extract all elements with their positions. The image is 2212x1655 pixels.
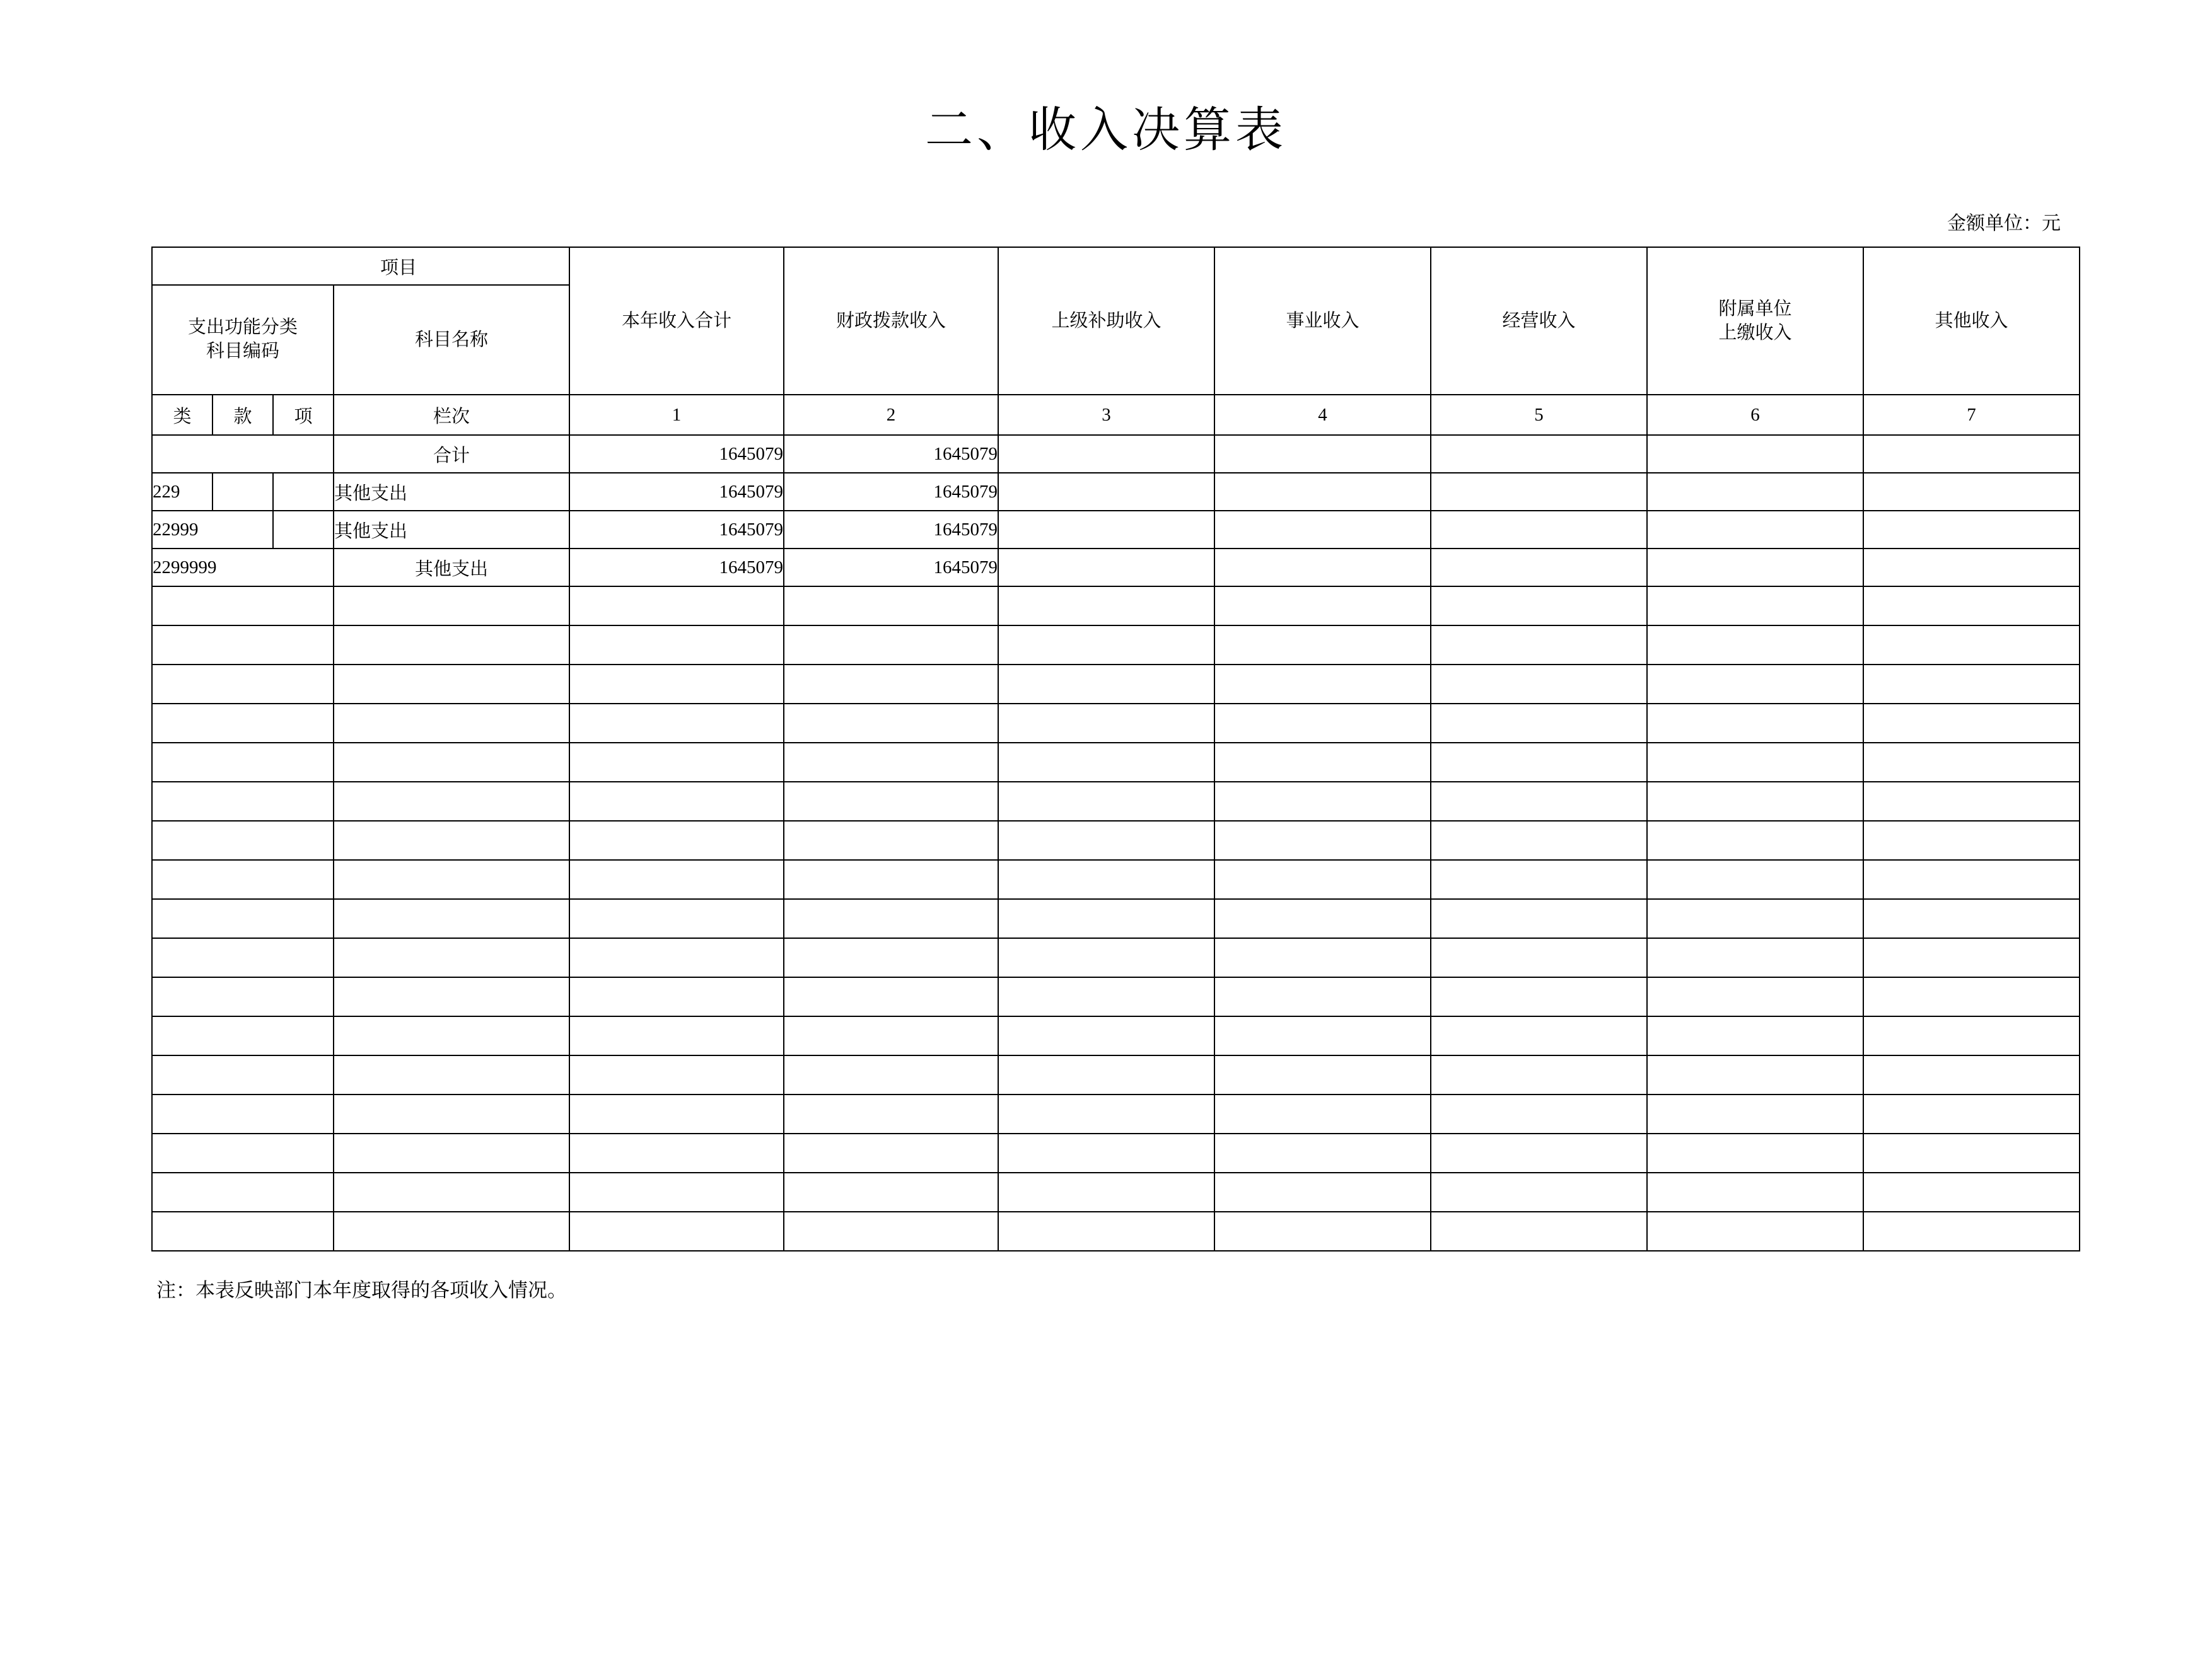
empty-name-cell [334, 665, 569, 704]
empty-value-cell [784, 625, 998, 665]
empty-value-cell [1863, 704, 2080, 743]
column-header-5: 经营收入 [1431, 247, 1647, 395]
empty-value-cell [784, 782, 998, 821]
empty-value-cell [998, 625, 1214, 665]
empty-value-cell [1647, 782, 1863, 821]
table-row-empty [152, 1095, 2080, 1134]
empty-name-cell [334, 782, 569, 821]
empty-value-cell [569, 821, 784, 860]
empty-value-cell [1647, 743, 1863, 782]
empty-value-cell [1647, 899, 1863, 938]
empty-code-cell [152, 1134, 334, 1173]
empty-value-cell [1863, 743, 2080, 782]
empty-value-cell [1863, 821, 2080, 860]
row-value-2: 1645079 [784, 549, 998, 586]
total-value-3 [998, 435, 1214, 473]
row-value-2: 1645079 [784, 473, 998, 511]
empty-name-cell [334, 1055, 569, 1095]
empty-value-cell [998, 899, 1214, 938]
table-row-empty [152, 977, 2080, 1016]
row-value-6 [1647, 549, 1863, 586]
empty-value-cell [1863, 938, 2080, 977]
table-row-empty [152, 1055, 2080, 1095]
column-index-label: 栏次 [334, 395, 569, 435]
column-index-4: 4 [1214, 395, 1431, 435]
empty-value-cell [1214, 938, 1431, 977]
empty-value-cell [1214, 1055, 1431, 1095]
table-row-total [152, 435, 2080, 473]
page-title: 二、收入决算表 [925, 104, 1287, 157]
total-code-cell [152, 435, 334, 473]
empty-value-cell [1431, 625, 1647, 665]
empty-value-cell [1214, 1173, 1431, 1212]
total-value-1: 1645079 [569, 435, 784, 473]
empty-value-cell [784, 860, 998, 899]
table-row [152, 549, 2080, 586]
empty-value-cell [569, 704, 784, 743]
table-row-empty [152, 821, 2080, 860]
header-row-index [152, 395, 2080, 435]
empty-value-cell [998, 586, 1214, 625]
empty-value-cell [569, 1212, 784, 1251]
empty-value-cell [1863, 782, 2080, 821]
empty-code-cell [152, 782, 334, 821]
empty-value-cell [1863, 1173, 2080, 1212]
empty-value-cell [1214, 743, 1431, 782]
empty-name-cell [334, 1016, 569, 1055]
column-header-1: 本年收入合计 [569, 247, 784, 395]
empty-value-cell [1863, 860, 2080, 899]
code-subheader-3: 项 [273, 395, 334, 435]
empty-value-cell [1647, 938, 1863, 977]
empty-value-cell [1863, 1212, 2080, 1251]
empty-value-cell [1647, 1212, 1863, 1251]
column-index-1: 1 [569, 395, 784, 435]
empty-value-cell [998, 782, 1214, 821]
empty-value-cell [1431, 1095, 1647, 1134]
row-value-5 [1431, 549, 1647, 586]
row-value-3 [998, 473, 1214, 511]
empty-code-cell [152, 625, 334, 665]
column-header-code: 支出功能分类 科目编码 [152, 285, 334, 395]
empty-value-cell [1214, 977, 1431, 1016]
row-value-7 [1863, 473, 2080, 511]
empty-value-cell [1647, 1055, 1863, 1095]
empty-value-cell [1647, 1173, 1863, 1212]
empty-name-cell [334, 821, 569, 860]
empty-value-cell [1431, 665, 1647, 704]
table-row-empty [152, 665, 2080, 704]
empty-code-cell [152, 1016, 334, 1055]
row-value-3 [998, 511, 1214, 549]
amount-unit-note: 金额单位：元 [1947, 213, 2061, 234]
row-code: 2299999 [152, 549, 334, 586]
empty-name-cell [334, 625, 569, 665]
empty-value-cell [1431, 977, 1647, 1016]
empty-value-cell [784, 1173, 998, 1212]
empty-value-cell [784, 665, 998, 704]
empty-value-cell [784, 1134, 998, 1173]
empty-value-cell [569, 938, 784, 977]
column-index-6: 6 [1647, 395, 1863, 435]
row-value-1: 1645079 [569, 511, 784, 549]
group-header-item: 项目 [152, 247, 569, 285]
table-row [152, 511, 2080, 549]
code-subheader-2: 款 [212, 395, 273, 435]
column-index-3: 3 [998, 395, 1214, 435]
table-row-empty [152, 782, 2080, 821]
empty-name-cell [334, 1134, 569, 1173]
empty-value-cell [784, 821, 998, 860]
empty-value-cell [1647, 625, 1863, 665]
empty-value-cell [998, 704, 1214, 743]
empty-value-cell [569, 782, 784, 821]
empty-value-cell [1214, 625, 1431, 665]
empty-code-cell [152, 1055, 334, 1095]
row-subject-name: 其他支出 [334, 549, 569, 586]
empty-value-cell [1863, 977, 2080, 1016]
empty-value-cell [784, 704, 998, 743]
empty-value-cell [784, 1055, 998, 1095]
empty-name-cell [334, 586, 569, 625]
row-value-5 [1431, 473, 1647, 511]
empty-value-cell [569, 743, 784, 782]
code-subheader-1: 类 [152, 395, 212, 435]
row-code-empty [273, 511, 334, 549]
empty-value-cell [998, 1212, 1214, 1251]
empty-code-cell [152, 1173, 334, 1212]
empty-value-cell [998, 1134, 1214, 1173]
empty-value-cell [998, 743, 1214, 782]
empty-code-cell [152, 586, 334, 625]
table-row-empty [152, 1134, 2080, 1173]
empty-value-cell [1214, 665, 1431, 704]
empty-name-cell [334, 704, 569, 743]
empty-name-cell [334, 1212, 569, 1251]
empty-value-cell [1863, 665, 2080, 704]
empty-value-cell [998, 1095, 1214, 1134]
column-header-2: 财政拨款收入 [784, 247, 998, 395]
empty-value-cell [1647, 977, 1863, 1016]
table-row-empty [152, 625, 2080, 665]
empty-value-cell [998, 1055, 1214, 1095]
empty-code-cell [152, 1095, 334, 1134]
total-value-5 [1431, 435, 1647, 473]
table-row-empty [152, 1212, 2080, 1251]
table-container [0, 247, 2212, 1251]
empty-name-cell [334, 899, 569, 938]
column-header-6: 附属单位 上缴收入 [1647, 247, 1863, 395]
empty-code-cell [152, 704, 334, 743]
column-header-3: 上级补助收入 [998, 247, 1214, 395]
empty-value-cell [998, 860, 1214, 899]
empty-value-cell [569, 1016, 784, 1055]
empty-value-cell [569, 977, 784, 1016]
empty-name-cell [334, 977, 569, 1016]
empty-value-cell [569, 899, 784, 938]
column-header-subject-name: 科目名称 [334, 285, 569, 395]
empty-value-cell [1647, 860, 1863, 899]
row-value-1: 1645079 [569, 549, 784, 586]
empty-value-cell [784, 1095, 998, 1134]
empty-value-cell [1647, 665, 1863, 704]
empty-value-cell [1431, 821, 1647, 860]
empty-value-cell [1431, 860, 1647, 899]
empty-value-cell [1431, 743, 1647, 782]
empty-value-cell [569, 1095, 784, 1134]
empty-value-cell [998, 977, 1214, 1016]
row-subject-name: 其他支出 [334, 511, 569, 549]
empty-value-cell [998, 1016, 1214, 1055]
empty-code-cell [152, 821, 334, 860]
empty-code-cell [152, 1212, 334, 1251]
column-index-2: 2 [784, 395, 998, 435]
empty-value-cell [1431, 704, 1647, 743]
empty-value-cell [1863, 586, 2080, 625]
empty-value-cell [569, 665, 784, 704]
table-row-empty [152, 586, 2080, 625]
empty-value-cell [784, 1212, 998, 1251]
empty-value-cell [569, 1134, 784, 1173]
row-value-6 [1647, 511, 1863, 549]
empty-code-cell [152, 743, 334, 782]
empty-name-cell [334, 938, 569, 977]
row-value-7 [1863, 511, 2080, 549]
row-value-2: 1645079 [784, 511, 998, 549]
empty-value-cell [1214, 1134, 1431, 1173]
table-row-empty [152, 938, 2080, 977]
empty-value-cell [998, 1173, 1214, 1212]
page [0, 91, 2212, 1655]
total-value-6 [1647, 435, 1863, 473]
empty-value-cell [784, 743, 998, 782]
empty-value-cell [1863, 1016, 2080, 1055]
total-value-7 [1863, 435, 2080, 473]
empty-value-cell [1863, 899, 2080, 938]
header-row-top [152, 247, 2080, 285]
empty-value-cell [569, 1173, 784, 1212]
row-value-4 [1214, 549, 1431, 586]
empty-value-cell [998, 938, 1214, 977]
table-row-empty [152, 899, 2080, 938]
row-subject-name: 其他支出 [334, 473, 569, 511]
table-row-empty [152, 704, 2080, 743]
empty-value-cell [569, 1055, 784, 1095]
row-code-empty [212, 473, 273, 511]
empty-value-cell [1647, 1134, 1863, 1173]
empty-value-cell [1647, 586, 1863, 625]
table-row-empty [152, 860, 2080, 899]
empty-value-cell [1647, 821, 1863, 860]
empty-value-cell [569, 625, 784, 665]
empty-value-cell [1214, 860, 1431, 899]
empty-value-cell [1647, 704, 1863, 743]
empty-name-cell [334, 860, 569, 899]
empty-value-cell [1214, 1095, 1431, 1134]
empty-value-cell [1863, 1095, 2080, 1134]
empty-value-cell [1863, 1055, 2080, 1095]
table-row [152, 473, 2080, 511]
empty-code-cell [152, 938, 334, 977]
empty-value-cell [1431, 1134, 1647, 1173]
revenue-final-accounts-table [151, 247, 2080, 1251]
table-row-empty [152, 743, 2080, 782]
empty-code-cell [152, 665, 334, 704]
row-code: 229 [152, 473, 212, 511]
empty-value-cell [1431, 782, 1647, 821]
footer-note: 注：本表反映部门本年度取得的各项收入情况。 [156, 1279, 567, 1301]
empty-value-cell [784, 586, 998, 625]
empty-value-cell [1214, 1016, 1431, 1055]
empty-code-cell [152, 977, 334, 1016]
empty-value-cell [784, 1016, 998, 1055]
empty-value-cell [784, 899, 998, 938]
empty-name-cell [334, 1095, 569, 1134]
empty-value-cell [1431, 1016, 1647, 1055]
empty-name-cell [334, 1173, 569, 1212]
empty-value-cell [1431, 938, 1647, 977]
empty-value-cell [1214, 899, 1431, 938]
row-value-7 [1863, 549, 2080, 586]
row-value-1: 1645079 [569, 473, 784, 511]
empty-value-cell [1214, 1212, 1431, 1251]
empty-value-cell [1863, 1134, 2080, 1173]
empty-value-cell [784, 977, 998, 1016]
row-value-6 [1647, 473, 1863, 511]
row-value-4 [1214, 473, 1431, 511]
empty-value-cell [1431, 1173, 1647, 1212]
row-value-4 [1214, 511, 1431, 549]
empty-name-cell [334, 743, 569, 782]
column-header-4: 事业收入 [1214, 247, 1431, 395]
total-value-2: 1645079 [784, 435, 998, 473]
empty-value-cell [1214, 704, 1431, 743]
empty-code-cell [152, 860, 334, 899]
empty-value-cell [569, 586, 784, 625]
total-label: 合计 [334, 435, 569, 473]
empty-value-cell [1647, 1016, 1863, 1055]
empty-value-cell [784, 938, 998, 977]
empty-value-cell [998, 821, 1214, 860]
row-value-3 [998, 549, 1214, 586]
empty-value-cell [998, 665, 1214, 704]
empty-value-cell [1863, 625, 2080, 665]
row-code-empty [273, 473, 334, 511]
empty-value-cell [1214, 782, 1431, 821]
column-index-5: 5 [1431, 395, 1647, 435]
row-value-5 [1431, 511, 1647, 549]
empty-value-cell [1431, 899, 1647, 938]
row-code: 22999 [152, 511, 273, 549]
empty-value-cell [1431, 1212, 1647, 1251]
table-row-empty [152, 1173, 2080, 1212]
column-header-7: 其他收入 [1863, 247, 2080, 395]
empty-value-cell [1431, 586, 1647, 625]
column-index-7: 7 [1863, 395, 2080, 435]
empty-value-cell [569, 860, 784, 899]
empty-value-cell [1431, 1055, 1647, 1095]
total-value-4 [1214, 435, 1431, 473]
table-row-empty [152, 1016, 2080, 1055]
empty-value-cell [1647, 1095, 1863, 1134]
empty-code-cell [152, 899, 334, 938]
empty-value-cell [1214, 586, 1431, 625]
empty-value-cell [1214, 821, 1431, 860]
